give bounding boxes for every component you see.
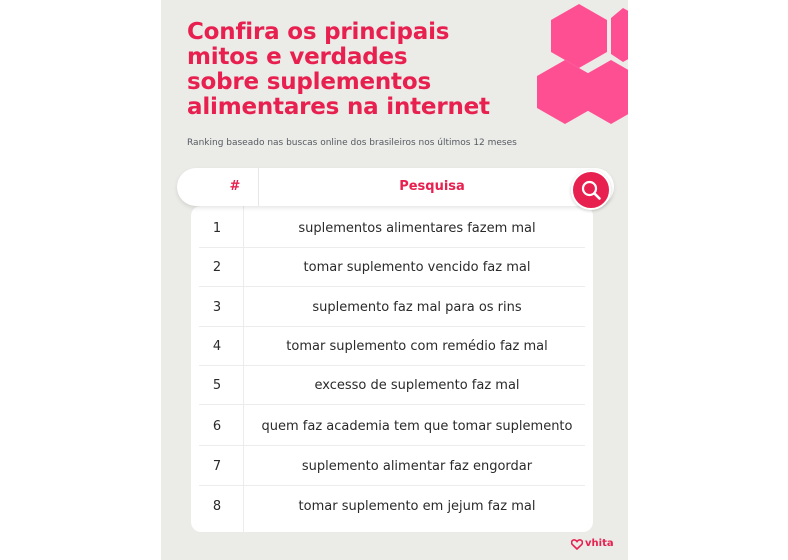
title-line-4: alimentares na internet — [187, 94, 490, 120]
brand-name: vhita — [585, 538, 614, 549]
row-rank: 6 — [212, 419, 222, 434]
table-row — [191, 209, 593, 248]
subtitle: Ranking baseado nas buscas online dos brasileiros nos últimos 12 meses — [187, 138, 517, 148]
row-rank: 2 — [212, 260, 222, 275]
table-row — [191, 366, 593, 405]
row-rank: 8 — [212, 499, 222, 514]
table-row — [191, 248, 593, 287]
search-button[interactable] — [571, 170, 611, 210]
row-query: tomar suplemento com remédio faz mal — [286, 339, 548, 354]
row-rank: 7 — [212, 459, 222, 474]
row-rank: 1 — [212, 221, 222, 236]
row-divider — [199, 485, 585, 486]
row-rank: 3 — [212, 300, 222, 315]
row-rank: 4 — [212, 339, 222, 354]
header-label: Pesquisa — [399, 179, 465, 194]
search-header-bar — [177, 168, 614, 206]
table-row — [191, 487, 593, 526]
heart-icon — [571, 539, 583, 550]
row-divider — [199, 286, 585, 287]
row-query: suplemento alimentar faz engordar — [301, 459, 533, 474]
row-query: tomar suplemento vencido faz mal — [303, 260, 531, 275]
table-row — [191, 288, 593, 327]
row-rank: 5 — [212, 378, 222, 393]
row-query: suplemento faz mal para os rins — [312, 300, 522, 315]
hexagon-decoration — [521, 0, 628, 130]
header-number: # — [229, 179, 241, 194]
table-row — [191, 327, 593, 366]
row-query: excesso de suplemento faz mal — [314, 378, 520, 393]
infographic-card — [161, 0, 628, 560]
row-query: tomar suplemento em jejum faz mal — [298, 499, 536, 514]
table-row — [191, 447, 593, 486]
row-divider — [199, 404, 585, 405]
row-query: quem faz academia tem que tomar suplemento — [261, 419, 573, 434]
ranking-table — [191, 206, 593, 532]
title-line-3: sobre suplementos — [187, 69, 431, 95]
row-divider — [199, 445, 585, 446]
title-line-1: Confira os principais — [187, 19, 450, 45]
title-line-2: mitos e verdades — [187, 44, 408, 70]
table-row — [191, 407, 593, 446]
search-icon — [580, 179, 602, 201]
page-title — [187, 20, 490, 120]
row-query: suplementos alimentares fazem mal — [298, 221, 536, 236]
